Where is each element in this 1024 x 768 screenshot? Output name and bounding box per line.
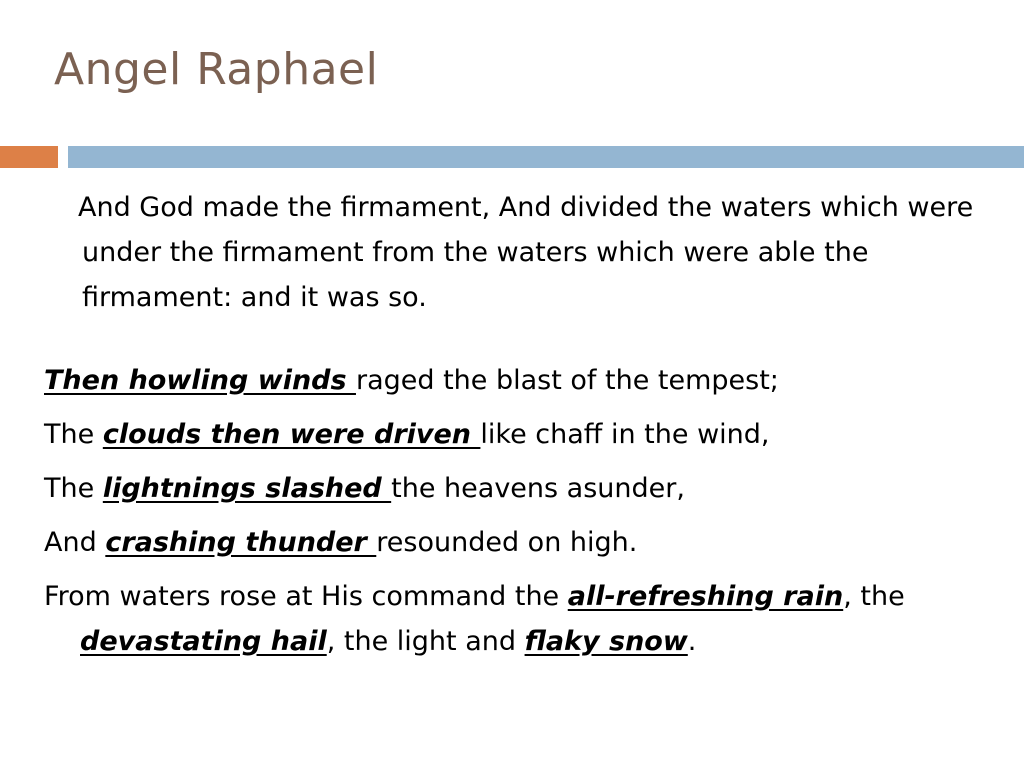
verse-text: the heavens asunder, [391, 473, 685, 504]
verse-text: resounded on high. [376, 527, 638, 558]
slide-body [44, 185, 994, 673]
verse-text: The [44, 419, 103, 450]
verse-text: . [687, 626, 697, 657]
verse-text: , the light and [326, 626, 525, 657]
verse-text: like chaff in the wind, [480, 419, 770, 450]
verse-line [44, 520, 994, 565]
verse-text: raged the blast of the tempest; [355, 365, 779, 396]
verse-text: , the [843, 581, 905, 612]
emphasis-text: lightnings slashed [102, 473, 392, 504]
emphasis-text: all-refreshing rain [567, 581, 844, 612]
verse-text: And [44, 527, 106, 558]
emphasis-text: crashing thunder [105, 527, 377, 558]
slide-title: Angel Raphael [54, 44, 379, 95]
emphasis-text: clouds then were driven [102, 419, 481, 450]
verse-line [44, 466, 994, 511]
accent-bar [0, 146, 58, 168]
emphasis-text: Then howling winds [44, 365, 356, 396]
verse-line [44, 358, 994, 403]
verse-text: The [44, 473, 103, 504]
verse-line [44, 412, 994, 457]
emphasis-text: devastating hail [80, 626, 327, 657]
verse-line-final [44, 574, 994, 664]
verse-text: From waters rose at His command the [44, 581, 568, 612]
emphasis-text: flaky snow [524, 626, 688, 657]
title-underline-bar [68, 146, 1024, 168]
intro-paragraph: And God made the firmament, And divided the waters which were under the firmament from the waters which were able the firmament: and it was so. [78, 192, 974, 313]
